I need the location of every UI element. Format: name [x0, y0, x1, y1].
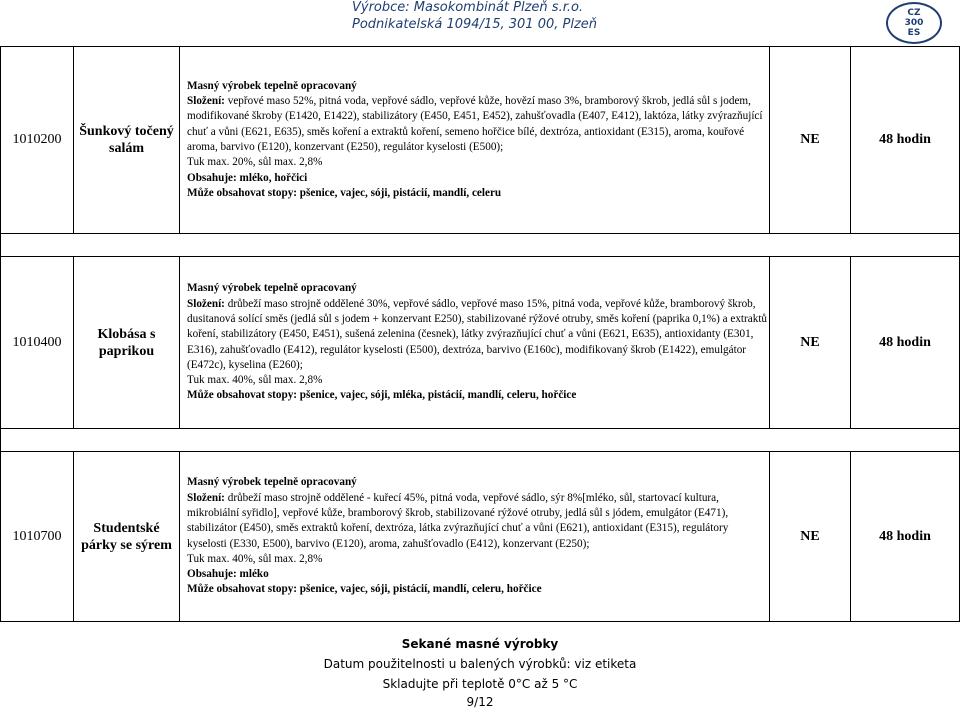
product-composition	[187, 297, 769, 373]
use-by-note: Datum použitelnosti u balených výrobků: viz etiketa	[323, 657, 637, 671]
product-code: 1010400	[1, 257, 74, 429]
product-type: Masný výrobek tepelně opracovaný	[187, 476, 357, 489]
product-type: Masný výrobek tepelně opracovaný	[187, 282, 357, 295]
table-row	[1, 257, 960, 429]
stamp-line-es: ES	[907, 28, 921, 38]
product-composition	[187, 94, 769, 155]
product-description	[180, 47, 770, 234]
product-fat-salt: Tuk max. 20%, sůl max. 2,8%	[187, 156, 323, 169]
producer-name: Výrobce: Masokombinát Plzeň s.r.o.	[352, 0, 584, 15]
product-description	[180, 257, 770, 429]
product-shelf-life: 48 hodin	[851, 452, 960, 622]
product-flag: NE	[770, 452, 851, 622]
storage-note: Skladujte při teplotě 0°C až 5 °C	[382, 677, 578, 691]
product-shelf-life: 48 hodin	[851, 47, 960, 234]
product-fat-salt: Tuk max. 40%, sůl max. 2,8%	[187, 552, 323, 565]
product-allergens: Obsahuje: mléko	[187, 568, 269, 581]
product-shelf-life: 48 hodin	[851, 257, 960, 429]
product-composition	[187, 491, 769, 552]
page-header	[0, 0, 960, 40]
composition-label: Složení:	[187, 297, 225, 310]
product-code: 1010700	[1, 452, 74, 622]
composition-label: Složení:	[187, 491, 225, 504]
stamp-line-number: 300	[904, 18, 924, 28]
product-traces: Může obsahovat stopy: pšenice, vajec, sóji, pistácií, mandlí, celeru	[187, 186, 502, 199]
product-code: 1010200	[1, 47, 74, 234]
composition-text: vepřové maso 52%, pitná voda, vepřové sádlo, vepřové kůže, hovězí maso 3%, bramborový škrob, jedlá sůl s jodem, modifikované škroby (E1420, E1422), stabilizátory (E450, E451, E452), zahušťovadla (E407, E412), laktóza, látky zvýrazňující chuť a vůni (E621, E635), směs koření a extraktů koření, semeno hořčice bílé, dextróza, antioxidant (E315), aroma, kouřové aroma, barvivo (E120), konzervant (E250), regulátor kyselosti (E500);	[187, 95, 763, 153]
product-traces: Může obsahovat stopy: pšenice, vajec, sóji, mléka, pistácií, mandlí, celeru, hořčice	[187, 389, 577, 402]
health-mark-stamp	[886, 2, 942, 44]
product-flag: NE	[770, 257, 851, 429]
row-gap	[1, 234, 960, 257]
product-name: Klobása s paprikou	[74, 257, 180, 429]
table-row	[1, 452, 960, 622]
product-description	[180, 452, 770, 622]
product-flag: NE	[770, 47, 851, 234]
product-name: Studentské párky se sýrem	[74, 452, 180, 622]
product-fat-salt: Tuk max. 40%, sůl max. 2,8%	[187, 374, 323, 387]
stamp-line-country: CZ	[907, 8, 921, 18]
product-table	[0, 46, 960, 622]
composition-label: Složení:	[187, 95, 225, 108]
product-type: Masný výrobek tepelně opracovaný	[187, 79, 357, 92]
table-row	[1, 47, 960, 234]
row-gap	[1, 429, 960, 452]
section-title: Sekané masné výrobky	[401, 637, 559, 651]
product-name: Šunkový točený salám	[74, 47, 180, 234]
page-number: 9/12	[466, 695, 494, 709]
producer-address: Podnikatelská 1094/15, 301 00, Plzeň	[352, 17, 598, 32]
composition-text: drůbeží maso strojně oddělené - kuřecí 45%, pitná voda, vepřové sádlo, sýr 8%[mléko, sůl, startovací kultura, mikrobiální syřidlo], vepřové kůže, bramborový škrob, stabilizované rýžové otruby, jedlá sůl s jódem, emulgátor (E471), stabilizátor (E450), směs extraktů koření, dextróza, látka zvýrazňující chuť a vůni (E621), antioxidant (E315), regulátory kyselosti (E330, E500), barvivo (E120), aroma, zahušťovadlo (E412), konzervant (E250);	[187, 491, 729, 550]
composition-text: drůbeží maso strojně oddělené 30%, vepřové sádlo, vepřové maso 15%, pitná voda, vepřové kůže, bramborový škrob, dusitanová solící směs (jedlá sůl s jodem + konzervant E250), stabilizované rýžové otruby, směs koření (paprika 0,1%) a extraktů koření, stabilizátory (E450, E451), sušená zelenina (česnek), látky zvýrazňující chuť a vůni (E621, E635), antioxidanty (E301, E316), zahušťovadlo (E412), regulátor kyselosti (E500), dextróza, barvivo (E160c), modifikovaný škrob (E1422), emulgátor (E472c), kyselina (E260);	[187, 297, 768, 371]
product-traces: Může obsahovat stopy: pšenice, vajec, sóji, pistácií, mandlí, celeru, hořčice	[187, 583, 542, 596]
product-allergens: Obsahuje: mléko, hořčici	[187, 171, 308, 184]
